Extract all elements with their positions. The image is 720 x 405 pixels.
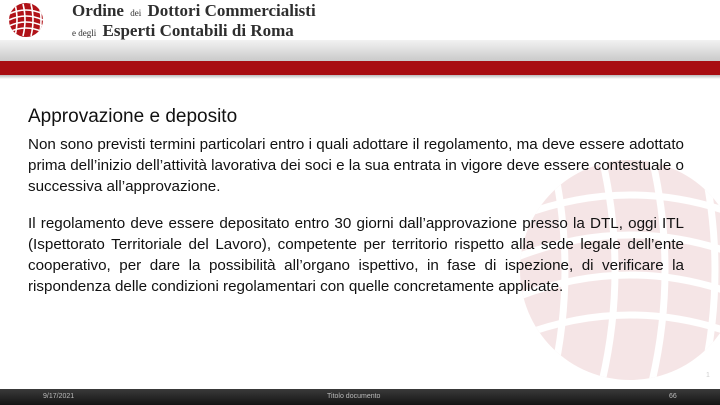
organization-name-line1: Ordine dei Dottori Commercialisti [72,1,316,20]
slide-footer [0,389,720,405]
organization-name-line2: e degli Esperti Contabili di Roma [72,21,294,40]
slide-body [28,106,684,297]
slide-header [0,0,720,40]
footer-page-number: 66 [669,393,677,400]
body-paragraph: Il regolamento deve essere depositato entro 30 giorni dall’approvazione presso la DTL, oggi ITL (Ispettorato Territoriale del Lavoro), competente per territorio rispetto alla sede legale dell’ente cooperativo, per dare la possibilità all’organo ispettivo, in fase di ispezione, di verificare la rispondenza delle condizioni regolamentari con quelle concretamente applicate. [28,215,684,295]
footer-date: 9/17/2021 [43,393,75,400]
odcec-roma-logo-icon [3,2,49,38]
slide-title: Approvazione e deposito [28,106,238,127]
footer-document-title: Titolo documento [327,393,381,400]
body-paragraph: Non sono previsti termini particolari entro i quali adottare il regolamento, ma deve essere adottato prima dell’inizio dell’attività lavorativa dei soci e la sua entrata in vigore deve essere contestuale o successiva all’approvazione. [28,136,684,195]
organization-name [72,2,316,42]
corner-number: 1 [706,372,710,379]
header-red-band [0,61,720,75]
header-band-shadow [0,75,720,79]
header-gray-band [0,40,720,62]
